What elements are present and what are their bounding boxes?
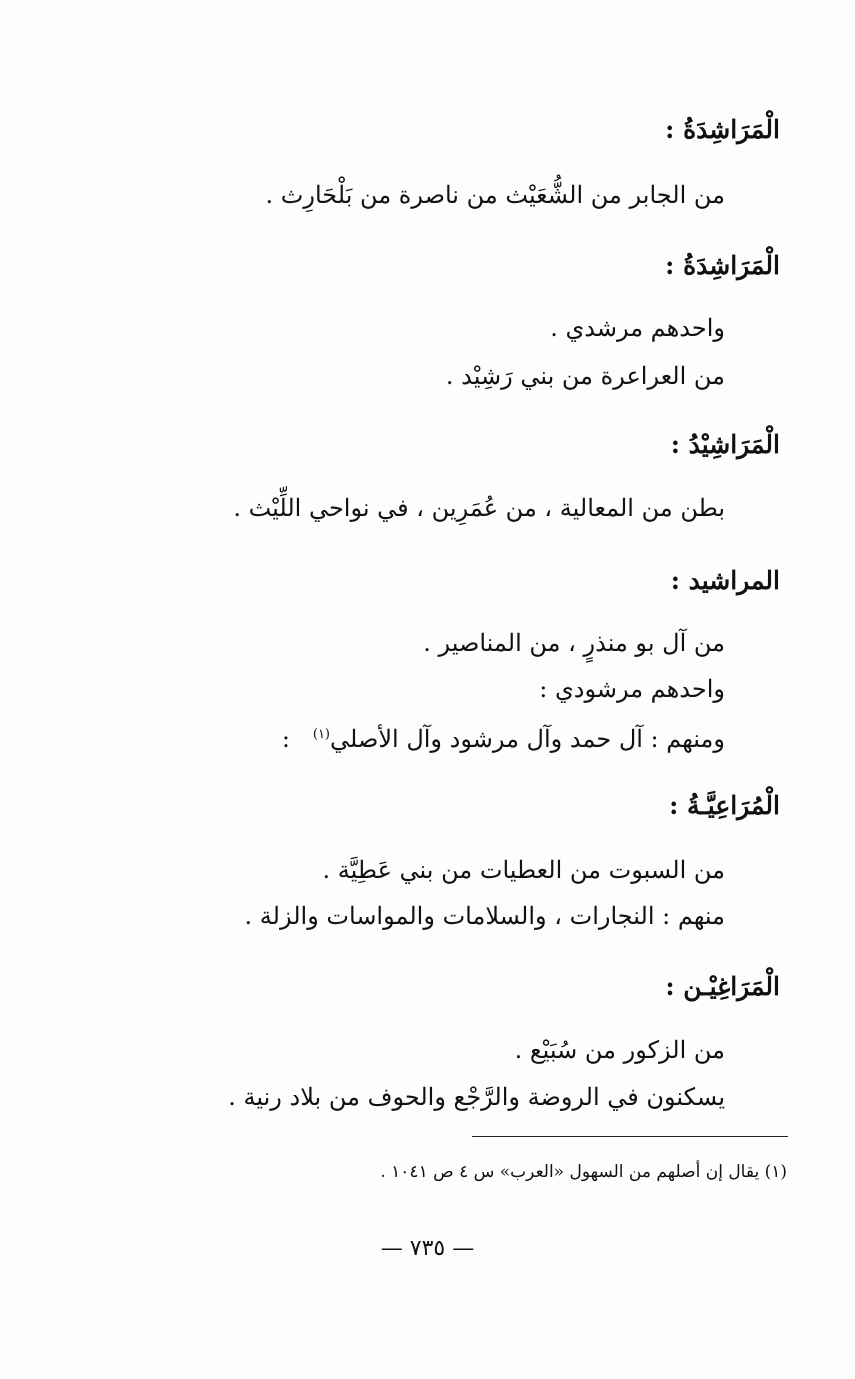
entry-text: يسكنون في الروضة والرَّجْع والحوف من بلاد رنية . — [228, 1083, 725, 1111]
entry-heading: الْمُرَاعِيَّـةُ : — [669, 791, 780, 820]
entry-text-colon: : — [281, 725, 290, 753]
entry-text: بطن من المعالية ، من عُمَرِين ، في نواحي اللِّيْث . — [233, 494, 725, 522]
entry-heading: الْمَرَاشِدَةُ : — [665, 251, 780, 280]
entry-heading: الْمَرَاشِدَةُ : — [665, 115, 780, 144]
entry-heading: الْمَرَاشِيْدُ : — [670, 430, 780, 459]
entry-text: واحدهم مرشودي : — [539, 675, 725, 703]
entry-text-with-footnote — [282, 718, 725, 756]
footnote: (١) يقال إن أصلهم من السهول «العرب» س ٤ ص ١٠٤١ . — [380, 1162, 787, 1182]
entry-text: من آل بو منذرٍ ، من المناصير . — [423, 629, 725, 657]
entry-text: واحدهم مرشدي . — [550, 314, 725, 342]
entry-text: منهم : النجارات ، والسلامات والمواسات والزلة . — [244, 902, 725, 930]
entry-text: ومنهم : آل حمد وآل مرشود وآل الأصلي — [330, 725, 725, 753]
entry-text: من العراعرة من بني رَشِيْد . — [445, 362, 725, 390]
entry-heading: الْمَرَاغِيْـن : — [665, 972, 780, 1001]
entry-text: من الزكور من سُبَيْع . — [514, 1036, 725, 1064]
entry-text: من السبوت من العطيات من بني عَطِيَّة . — [322, 856, 725, 884]
page-number: — ٧٣٥ — — [380, 1236, 475, 1261]
footnote-divider — [472, 1136, 788, 1137]
footnote-marker: (١) — [312, 727, 330, 742]
entry-text: من الجابر من الشُّعَيْث من ناصرة من بَلْحَارِث . — [265, 181, 725, 209]
entry-heading: المراشيد : — [670, 566, 780, 595]
